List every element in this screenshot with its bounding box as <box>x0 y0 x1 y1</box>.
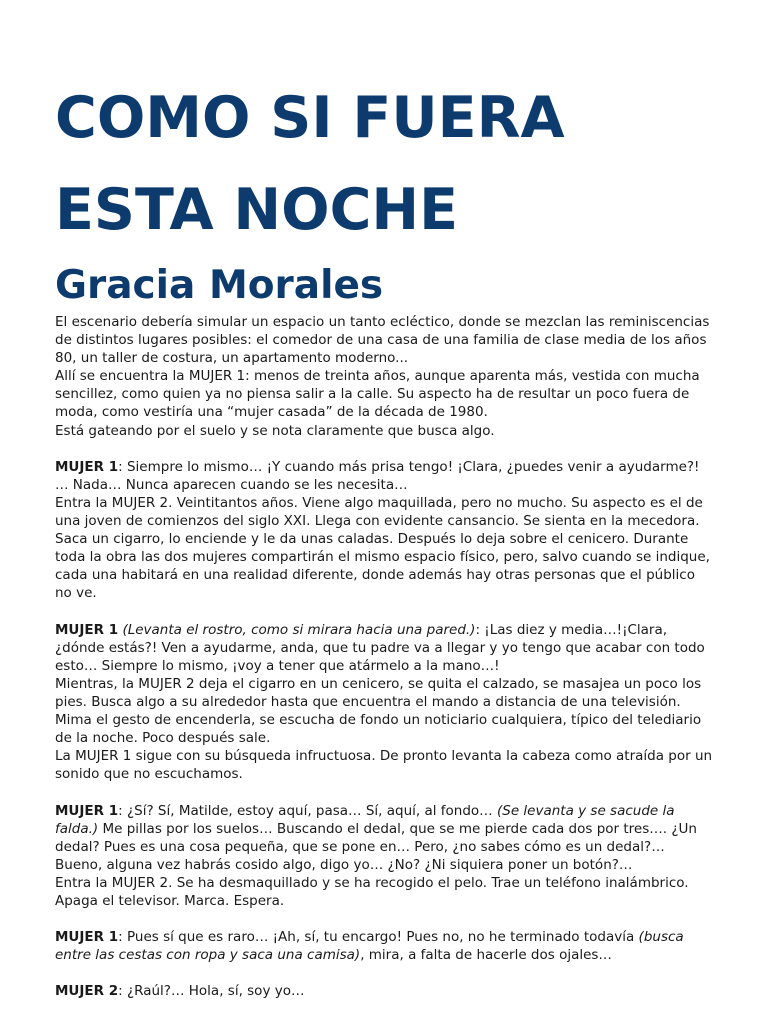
dialogue-text: : ¿Raúl?… Hola, sí, soy yo… <box>118 983 305 1000</box>
dialogue-line <box>55 982 715 1000</box>
speaker-name: MUJER 1 <box>55 802 119 819</box>
play-title <box>55 72 745 256</box>
dialogue-text: : Pues sí que es raro… ¡Ah, sí, tu encargo! Pues no, no he terminado todavía <box>118 929 635 946</box>
title-line-1: COMO SI FUERA <box>55 85 565 151</box>
title-line-2: ESTA NOCHE <box>55 177 459 243</box>
dialogue-text: , mira, a falta de hacerle dos ojales… <box>360 947 612 964</box>
dialogue-text: : ¡Las diez y media…!¡Clara, ¿dónde estás?! Ven a ayudarme, anda, que tu padre va a llegar y yo tengo que acabar con todo esto… Siempre lo mismo, ¡voy a tener que atármelo a la mano…! <box>55 621 705 674</box>
dialogue-line <box>55 928 715 964</box>
stage-aside: (busca entre las cestas con ropa y saca una camisa) <box>55 929 684 964</box>
author-name: Gracia Morales <box>55 263 384 308</box>
intro-paragraph: Allí se encuentra la MUJER 1: menos de treinta años, aunque aparenta más, vestida con mucha sencillez, como quien ya no piensa salir a la calle. Su aspecto ha de resultar un poco fuera de moda, como vestiría una “mujer casada” de la década de 1980. <box>55 368 700 421</box>
dialogue-line <box>55 802 715 874</box>
stage-aside: (Se levanta y se sacude la falda.) <box>55 802 675 837</box>
play-text <box>55 313 715 1001</box>
dialogue-text: Me pillas por los suelos… Buscando el dedal, que se me pierde cada dos por tres…. ¿Un dedal? Pues es una cosa pequeña, que se pone en… Pero, ¿no sabes cómo es un dedal?… Bueno, alguna vez habrás cosido algo, digo yo… ¿No? ¿Ni siquiera poner un botón?… <box>55 820 697 873</box>
dialogue-line <box>55 458 715 494</box>
dialogue-line <box>55 621 715 675</box>
intro-paragraph: El escenario debería simular un espacio un tanto ecléctico, donde se mezclan las reminiscencias de distintos lugares posibles: el comedor de una casa de una familia de clase media de los años 80, un taller de costura, un apartamento moderno... <box>55 314 710 367</box>
stage-direction: La MUJER 1 sigue con su búsqueda infructuosa. De pronto levanta la cabeza como atraída por un sonido que no escuchamos. <box>55 748 713 783</box>
stage-direction: Mientras, la MUJER 2 deja el cigarro en un cenicero, se quita el calzado, se masajea un poco los pies. Busca algo a su alrededor hasta que encuentra el mando a distancia de una televisión. Mima el gesto de encenderla, se escucha de fondo un noticiario cualquiera, típico del telediario de la noche. Poco después sale. <box>55 675 702 747</box>
stage-aside: (Levanta el rostro, como si mirara hacia una pared.) <box>122 621 476 638</box>
speaker-name: MUJER 2 <box>55 983 119 1000</box>
speaker-name: MUJER 1 <box>55 929 119 946</box>
intro-paragraph: Está gateando por el suelo y se nota claramente que busca algo. <box>55 422 495 439</box>
speaker-name: MUJER 1 <box>55 621 119 638</box>
speaker-name: MUJER 1 <box>55 458 119 475</box>
stage-direction: Entra la MUJER 2. Se ha desmaquillado y se ha recogido el pelo. Trae un teléfono inalámbrico. Apaga el televisor. Marca. Espera. <box>55 874 689 909</box>
dialogue-text: : Siempre lo mismo… ¡Y cuando más prisa tengo! ¡Clara, ¿puedes venir a ayudarme?! … Nada… Nunca aparecen cuando se les necesita… <box>55 458 700 493</box>
stage-direction: Entra la MUJER 2. Veintitantos años. Viene algo maquillada, pero no mucho. Su aspecto es el de una joven de comienzos del siglo XXI. Llega con evidente cansancio. Se sienta en la mecedora. Saca un cigarro, lo enciende y le da unas caladas. Después lo deja sobre el cenicero. Durante toda la obra las dos mujeres compartirán el mismo espacio físico, pero, salvo cuando se indique, cada una habitará en una realidad diferente, donde además hay otras personas que el público no ve. <box>55 494 710 602</box>
dialogue-text: : ¿Sí? Sí, Matilde, estoy aquí, pasa… Sí, aquí, al fondo… <box>118 802 493 819</box>
